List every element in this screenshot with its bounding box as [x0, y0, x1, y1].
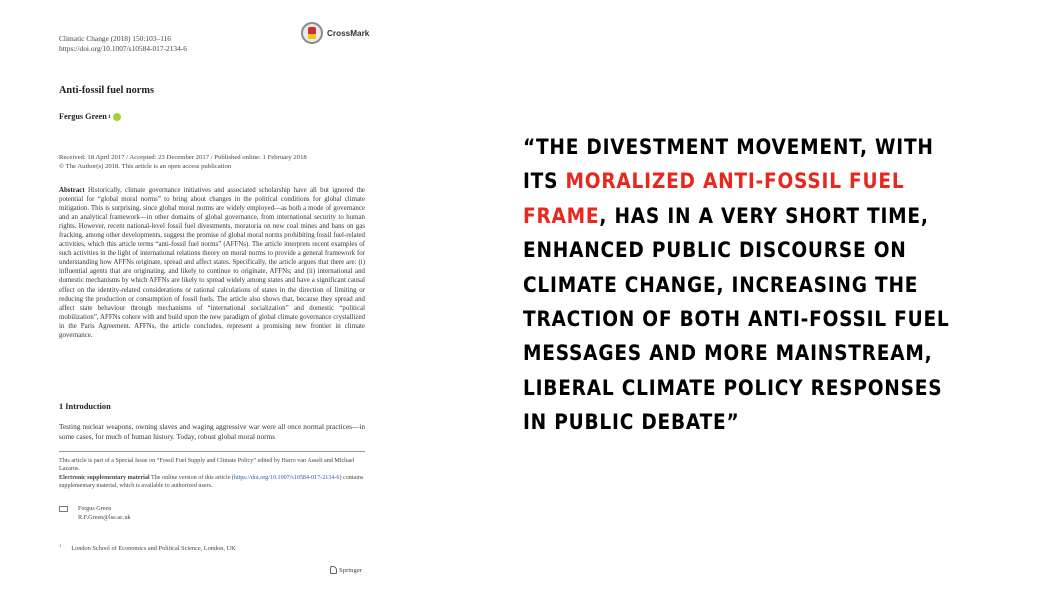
section-heading-introduction: 1 Introduction [59, 402, 111, 411]
abstract-label: Abstract [59, 187, 85, 194]
copyright-line: © The Author(s) 2018. This article is an open access publication [59, 162, 232, 170]
author-name: Fergus Green [59, 112, 107, 121]
paper-page [0, 0, 420, 616]
introduction-text: Testing nuclear weapons, owning slaves and waging aggressive war were all once normal practices—in some cases, for much of human history. Today, robust global moral norms [59, 422, 365, 441]
author-line [59, 112, 121, 121]
esm-text-post: ) contains supplementary material, which is available to authorized users. [59, 475, 364, 489]
publication-dates [59, 154, 307, 171]
crossmark-icon [301, 22, 323, 44]
springer-horse-icon [330, 566, 337, 574]
footnote-supplementary [59, 474, 365, 490]
esm-label: Electronic supplementary material [59, 475, 150, 481]
quote-text-start: “THE DIVESTMENT MOVEMENT, WITH ITS [523, 135, 934, 195]
orcid-icon[interactable] [113, 113, 121, 121]
publisher-name: Springer [339, 566, 363, 574]
journal-citation [59, 34, 187, 53]
journal-doi[interactable]: https://doi.org/10.1007/s10584-017-2134-6 [59, 43, 187, 53]
quote-highlight: MORALIZED ANTI-FOSSIL FUEL FRAME [523, 169, 905, 229]
author-affiliation-marker: 1 [107, 113, 111, 120]
crossmark-badge[interactable] [301, 22, 369, 44]
pull-quote [523, 131, 953, 441]
affiliation-marker: 1 [59, 543, 62, 548]
contact-email[interactable]: R.F.Green@lse.ac.uk [78, 513, 131, 521]
esm-link[interactable]: https://doi.org/10.1007/s10584-017-2134-6 [233, 475, 340, 481]
footnote-divider [59, 451, 365, 452]
corresponding-author [59, 505, 131, 522]
journal-volume: Climatic Change (2018) 150:103–116 [59, 34, 172, 43]
footnote-special-issue: This article is part of a Special Issue on “Fossil Fuel Supply and Climate Policy” edited by Harro van Asselt and Michael Lazarus. [59, 458, 355, 472]
dates-received: Received: 18 April 2017 / Accepted: 23 December 2017 / Published online: 1 February 2018 [59, 154, 307, 161]
affiliation [59, 543, 236, 552]
contact-name: Fergus Green [78, 505, 112, 512]
quote-text-end: , HAS IN A VERY SHORT TIME, ENHANCED PUBLIC DISCOURSE ON CLIMATE CHANGE, INCREASING THE TRACTION OF BOTH ANTI-FOSSIL FUEL MESSAGES AND MORE MAINSTREAM, LIBERAL CLIMATE POLICY RESPONSES IN PUBLIC DEBATE” [523, 203, 950, 436]
abstract-text: Historically, climate governance initiatives and associated scholarship have all but ignored the potential for “global moral norms” to bring about changes in the political conditions for global climate mitigation. This is surprising, since global moral norms are widely employed—as both a mode of governance and an analytical framework—in other domains of global governance, from international security to human rights. However, recent national-level fossil fuel divestments, moratoria on new coal mines and bans on gas fracking, among other developments, suggest the promise of global moral norms prohibiting fossil fuel-related activities, which this article terms “anti-fossil fuel norms” (AFFNs). The article interprets recent examples of such activities in the light of international relations theory on moral norms to provide a general framework for understanding how AFFNs originate, spread and affect states. Specifically, the article argues that there are: (i) influential agents that are originating, and likely to continue to originate, AFFNs; and (ii) international and domestic mechanisms by which AFFNs are likely to spread widely among states and have a significant causal effect on the identity-related considerations or rational calculations of states in the direction of limiting or reducing the production or consumption of fossil fuels. The article also shows that, because they spread and affect state behaviour through mechanisms of “international socialization” and domestic “political mobilization”, AFFNs cohere with and build upon the new paradigm of global climate governance crystallized in the Paris Agreement. AFFNs, the article concludes, represent a promising new frontier in climate governance. [59, 187, 365, 339]
abstract [59, 186, 365, 340]
affiliation-text: London School of Economics and Political Science, London, UK [71, 545, 236, 553]
crossmark-label: CrossMark [327, 28, 370, 38]
esm-text-pre: The online version of this article ( [151, 475, 234, 481]
publisher-logo [330, 566, 362, 574]
envelope-icon [59, 506, 68, 512]
paper-title: Anti-fossil fuel norms [59, 85, 154, 96]
